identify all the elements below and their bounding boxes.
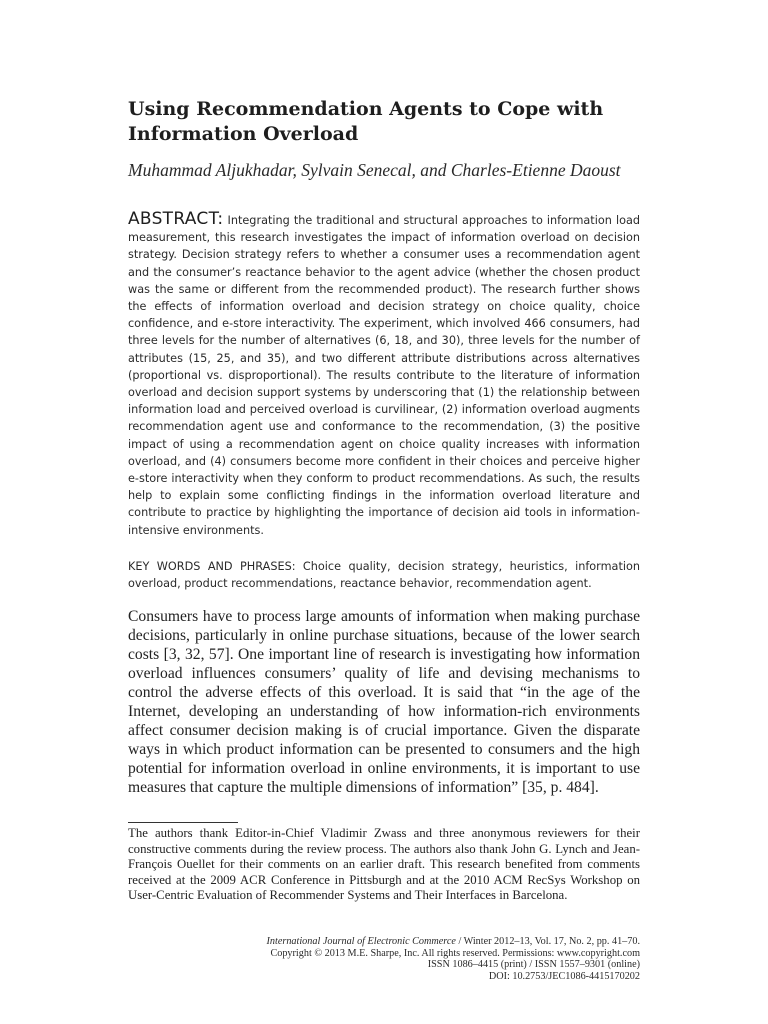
abstract-label: ABSTRACT: (128, 209, 224, 229)
journal-citation (128, 936, 640, 948)
issn-line: ISSN 1086–4415 (print) / ISSN 1557–9301 (online) (427, 959, 640, 971)
copyright-line: Copyright © 2013 M.E. Sharpe, Inc. All rights reserved. Permissions: www.copyright.com (270, 947, 640, 959)
footnote-divider (128, 822, 238, 823)
author-list: Muhammad Aljukhadar, Sylvain Senecal, and Charles-Etienne Daoust (128, 160, 621, 180)
abstract-text: Integrating the traditional and structural approaches to information load measurement, this research investigates the impact of information overload on decision strategy. Decision strategy refers to whether a consumer uses a recommendation agent and the consumer’s reactance behavior to the agent advice (whether the chosen product was the same or different from the recommended product). The research further shows the effects of information overload and decision strategy on choice quality, choice confidence, and e-store interactivity. The experiment, which involved 466 consumers, had three levels for the number of alternatives (6, 18, and 30), three levels for the number of attributes (15, 25, and 35), and two different attribute distributions across alternatives (proportional vs. disproportional). The results contribute to the literature of information overload and decision support systems by underscoring that (1) the relationship between information load and perceived overload is curvilinear, (2) information overload augments recommendation agent use and conformance to the recommendation, (3) the positive impact of using a recommendation agent on choice quality increases with information overload, and (4) consumers become more confident in their choices and perceive higher e-store interactivity when they conform to product recommendations. As such, the results help to explain some conflicting findings in the information overload literature and contribute to practice by highlighting the importance of decision aid tools in information-intensive environments. (128, 214, 640, 537)
footnote: The authors thank Editor-in-Chief Vladimir Zwass and three anonymous reviewers for their constructive comments during the review process. The authors also thank John G. Lynch and Jean-François Ouellet for their comments on an earlier draft. This research benefited from comments received at the 2009 ACR Conference in Pittsburgh and at the 2010 ACM RecSys Workshop on User-Centric Evaluation of Recommender Systems and Their Interfaces in Barcelona. (128, 826, 640, 903)
article-title: Using Recommendation Agents to Cope with Information Overload (128, 98, 604, 145)
page-footer (128, 936, 640, 982)
page (128, 0, 640, 1024)
keywords: KEY WORDS AND PHRASES: Choice quality, decision strategy, heuristics, information overload, product recommendations, reactance behavior, recommendation agent. (128, 560, 640, 591)
body-paragraph: Consumers have to process large amounts of information when making purchase decisions, particularly in online purchase situations, because of the lower search costs [3, 32, 57]. One important line of research is investigating how information overload influences consumers’ quality of life and devising mechanisms to control the adverse effects of this overload. It is said that “in the age of the Internet, developing an understanding of how information-rich environments affect consumer decision making is of crucial importance. Given the disparate ways in which product information can be presented to consumers and the high potential for information overload in online environments, it is important to use measures that capture the multiple dimensions of information” [35, p. 484]. (128, 608, 640, 796)
journal-title: International Journal of Electronic Commerce (266, 936, 456, 947)
abstract (128, 211, 640, 539)
doi-line: DOI: 10.2753/JEC1086-4415170202 (488, 970, 640, 982)
journal-issue: / Winter 2012–13, Vol. 17, No. 2, pp. 41–70. (455, 936, 640, 947)
